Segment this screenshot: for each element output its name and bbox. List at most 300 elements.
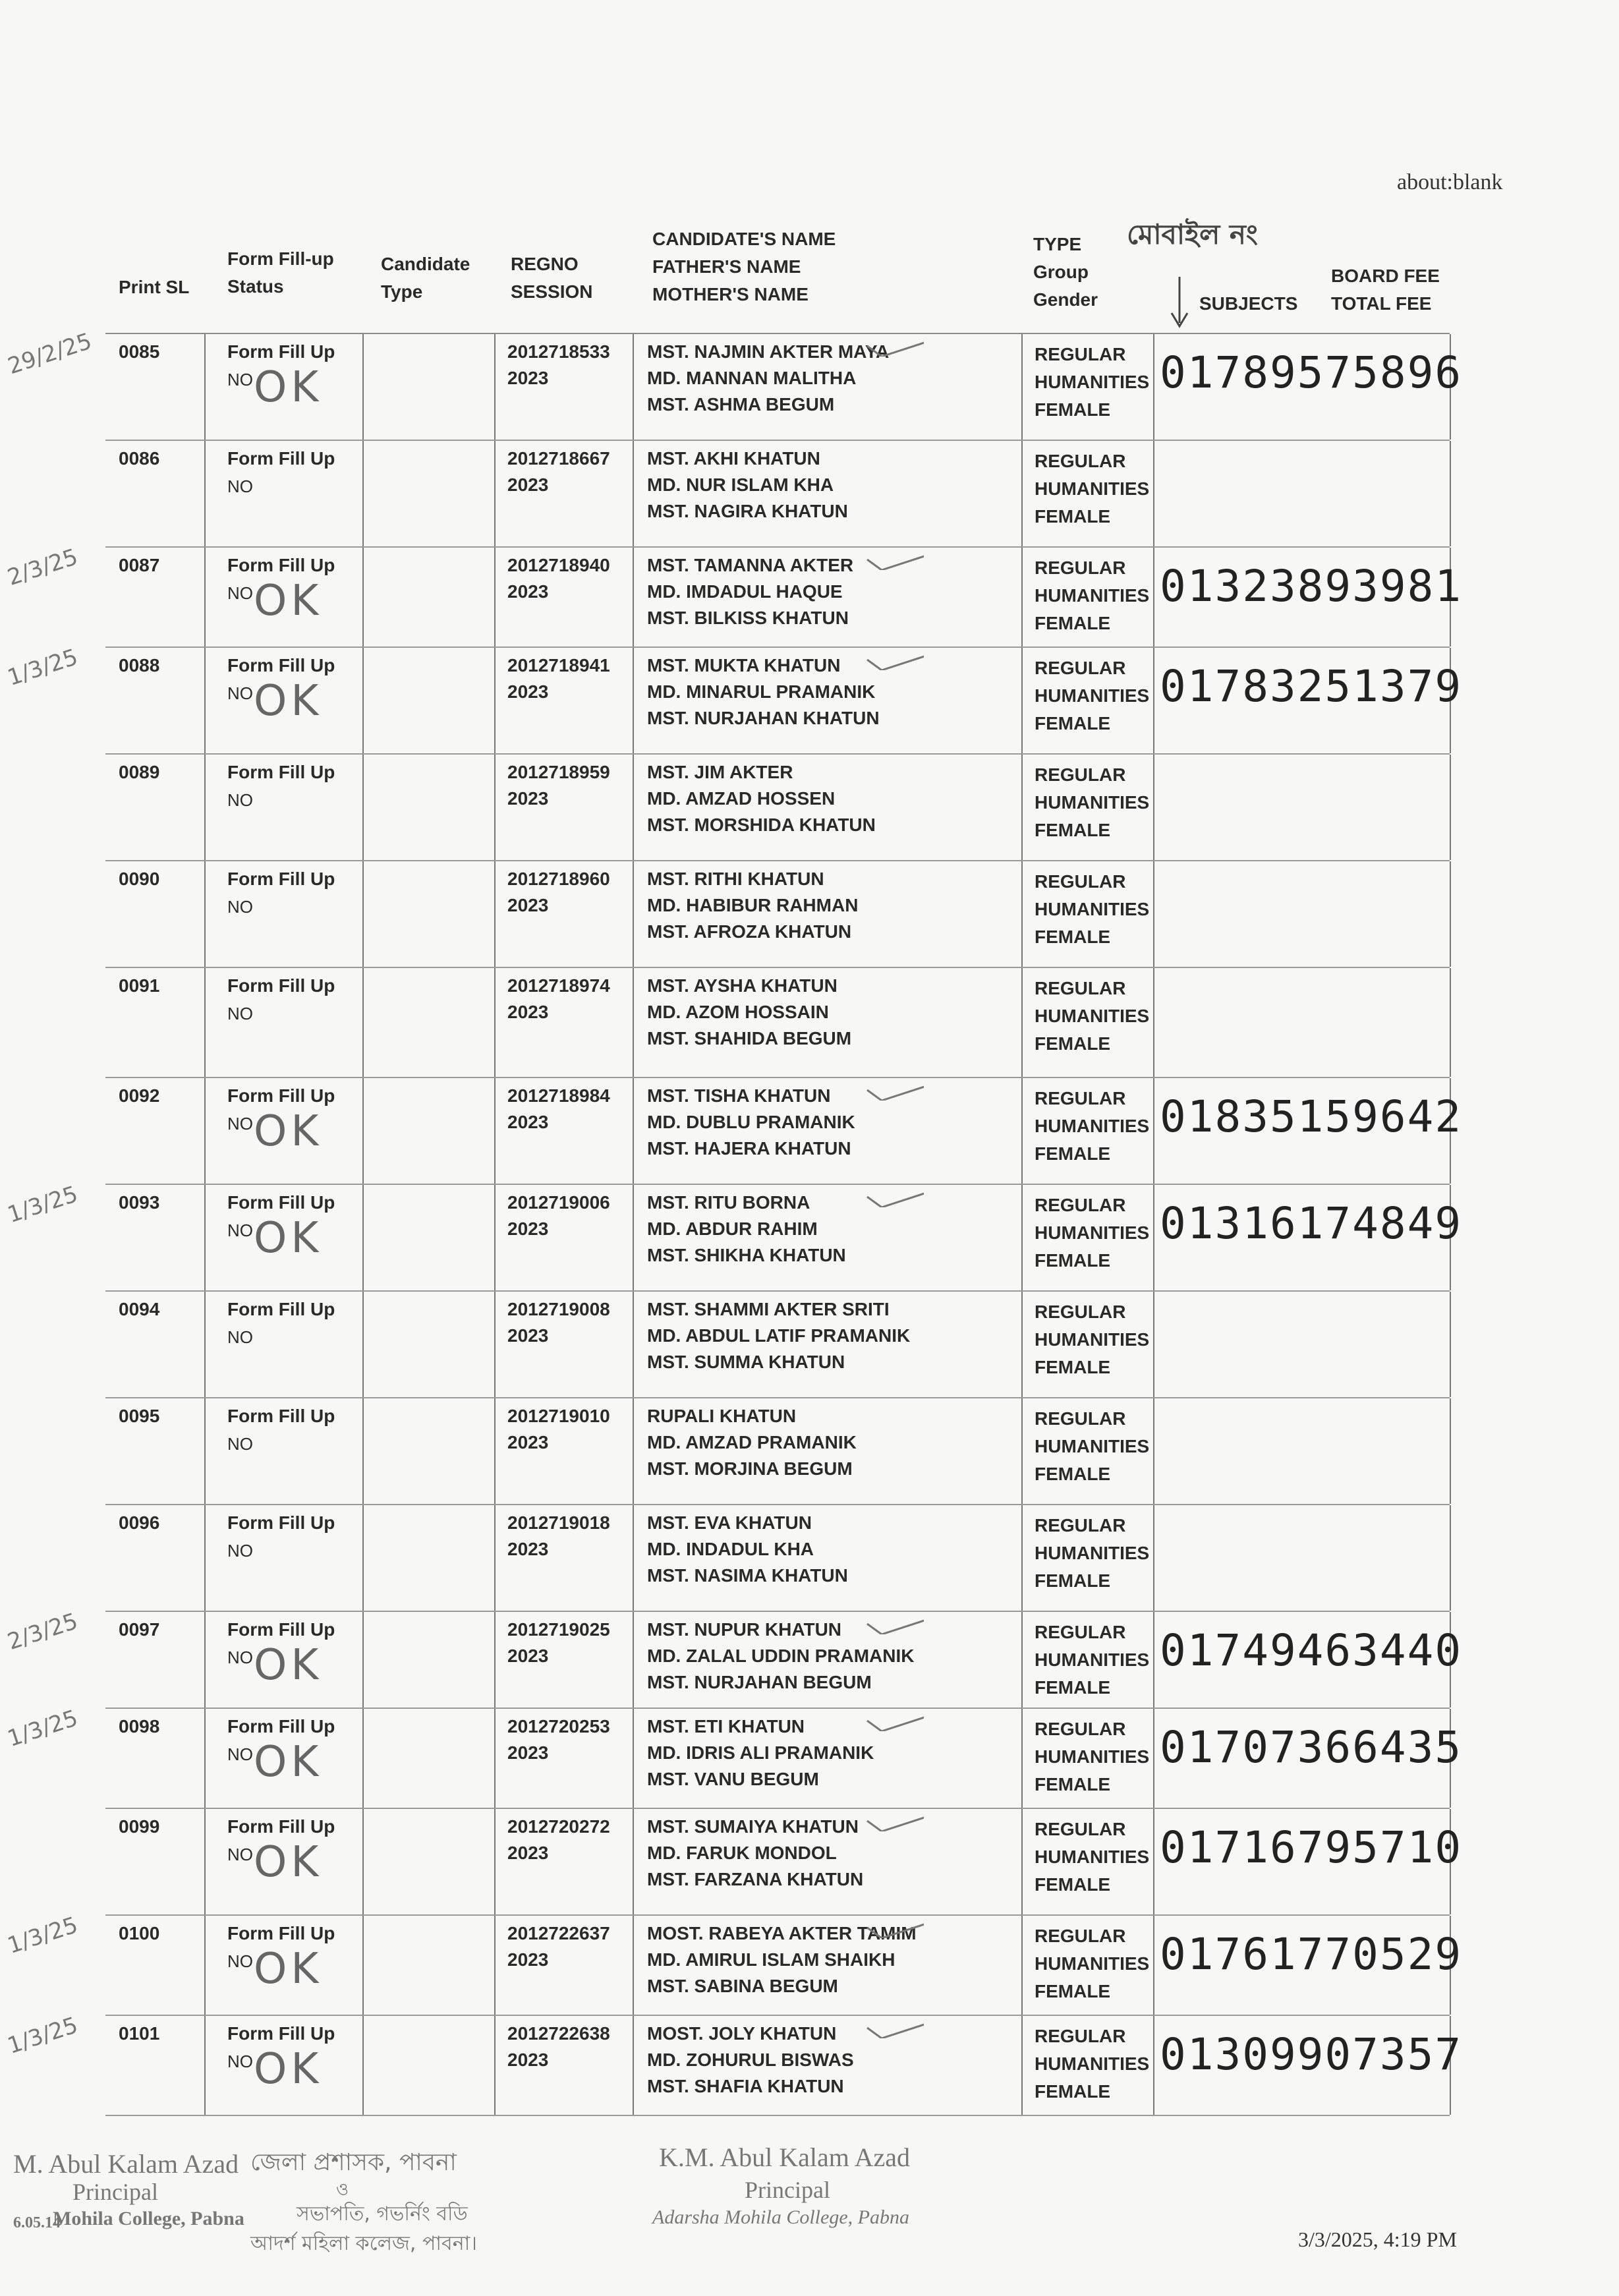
gender: FEMALE: [1035, 1357, 1111, 1377]
regno: 2012720253: [507, 1716, 610, 1736]
mother-name: MST. VANU BEGUM: [647, 1769, 819, 1789]
status-value: NO: [227, 1327, 253, 1347]
form-fillup-status: Form Fill Up: [227, 1716, 335, 1736]
stamp1-bn1: জেলা প্রশাসক, পাবনা: [250, 2149, 457, 2176]
status-value: NO: [227, 476, 253, 496]
column-divider: [633, 968, 634, 1077]
session: 2023: [507, 1112, 549, 1132]
status-value: NO: [227, 1004, 253, 1023]
table-row: [4, 1181, 1463, 1292]
session: 2023: [507, 474, 549, 495]
column-divider: [633, 648, 634, 753]
column-divider: [1450, 1292, 1451, 1397]
column-divider: [362, 548, 364, 646]
session: 2023: [507, 581, 549, 602]
column-divider: [633, 1292, 634, 1397]
form-fillup-status: Form Fill Up: [227, 1406, 335, 1426]
candidate-name: MST. SUMAIYA KHATUN: [647, 1816, 859, 1837]
column-divider: [633, 2016, 634, 2115]
candidate-type: REGULAR: [1035, 451, 1126, 471]
group: HUMANITIES: [1035, 1329, 1150, 1350]
margin-date-note: 1/3/25: [4, 1912, 81, 1959]
table-row: [105, 1292, 1450, 1398]
status-value: NO: [227, 1220, 253, 1240]
gender: FEMALE: [1035, 713, 1111, 733]
gender: FEMALE: [1035, 1464, 1111, 1484]
candidate-type: REGULAR: [1035, 1719, 1126, 1739]
column-divider: [362, 861, 364, 967]
column-divider: [1021, 755, 1023, 860]
regno: 2012718941: [507, 655, 610, 675]
candidate-type: REGULAR: [1035, 1926, 1126, 1946]
column-divider: [1021, 548, 1023, 646]
gender: FEMALE: [1035, 1570, 1111, 1591]
candidate-name: MST. AYSHA KHATUN: [647, 975, 838, 996]
stamp2-name: K.M. Abul Kalam Azad: [659, 2142, 911, 2172]
status-value: NO: [227, 1648, 253, 1667]
gender: FEMALE: [1035, 1143, 1111, 1164]
table-row: [4, 1705, 1463, 1809]
mother-name: MST. SHAFIA KHATUN: [647, 2076, 844, 2096]
father-name: MD. ZALAL UDDIN PRAMANIK: [647, 1646, 915, 1666]
column-divider: [1153, 1078, 1154, 1184]
print-sl: 0101: [119, 2023, 160, 2044]
group: HUMANITIES: [1035, 372, 1150, 392]
regno: 2012722637: [507, 1923, 610, 1943]
regno: 2012719008: [507, 1299, 610, 1319]
gender: FEMALE: [1035, 613, 1111, 633]
check-mark-icon: [865, 1711, 924, 1731]
regno: 2012718533: [507, 341, 610, 362]
column-divider: [494, 1916, 496, 2015]
handwritten-mobile-number: 01789575896: [1160, 347, 1463, 398]
table-row: [105, 968, 1450, 1078]
column-divider: [362, 1505, 364, 1611]
check-mark-icon: [865, 1812, 924, 1831]
header-regno: REGNO SESSION: [511, 254, 593, 302]
column-divider: [1021, 1916, 1023, 2015]
father-name: MD. AMZAD HOSSEN: [647, 788, 836, 809]
column-divider: [1153, 548, 1154, 646]
session: 2023: [507, 2050, 549, 2070]
table-row: [105, 1078, 1463, 1185]
candidate-name: MOST. RABEYA AKTER TAMIM: [647, 1923, 917, 1943]
gender: FEMALE: [1035, 399, 1111, 420]
father-name: MD. ABDUL LATIF PRAMANIK: [647, 1325, 911, 1346]
mother-name: MST. ASHMA BEGUM: [647, 394, 835, 415]
stamp1-title: Principal: [72, 2179, 158, 2205]
candidate-name: MST. SHAMMI AKTER SRITI: [647, 1299, 890, 1319]
column-divider: [1021, 968, 1023, 1077]
column-divider: [633, 334, 634, 440]
candidate-type: REGULAR: [1035, 1622, 1126, 1642]
candidate-name: MST. ETI KHATUN: [647, 1716, 805, 1736]
print-sl: 0092: [119, 1085, 160, 1106]
candidate-name: MST. NAJMIN AKTER MAYA: [647, 341, 890, 362]
check-mark-icon: [865, 550, 924, 570]
stamp1-bn2: ও: [336, 2180, 349, 2200]
column-divider: [1153, 1398, 1154, 1504]
status-value: NO: [227, 790, 253, 810]
candidate-name: MST. RITHI KHATUN: [647, 869, 824, 889]
candidate-name: MOST. JOLY KHATUN: [647, 2023, 837, 2044]
column-divider: [1021, 441, 1023, 546]
column-divider: [1450, 1505, 1451, 1611]
handwritten-ok-mark: OK: [254, 577, 323, 625]
column-divider: [204, 1612, 206, 1708]
candidate-type: REGULAR: [1035, 1302, 1126, 1322]
column-divider: [204, 441, 206, 546]
stamp1-name: M. Abul Kalam Azad: [13, 2149, 239, 2179]
candidate-type: REGULAR: [1035, 764, 1126, 785]
form-fillup-status: Form Fill Up: [227, 555, 335, 575]
column-divider: [633, 1505, 634, 1611]
table-row: [4, 1912, 1463, 2016]
handwritten-mobile-number: 01707366435: [1160, 1722, 1463, 1773]
column-divider: [494, 441, 496, 546]
column-divider: [633, 1185, 634, 1290]
column-divider: [204, 648, 206, 753]
column-divider: [633, 1809, 634, 1914]
candidate-name: MST. TISHA KHATUN: [647, 1085, 831, 1106]
mother-name: MST. FARZANA KHATUN: [647, 1869, 864, 1889]
group: HUMANITIES: [1035, 1116, 1150, 1136]
column-divider: [1153, 755, 1154, 860]
print-sl: 0095: [119, 1406, 160, 1426]
candidate-type: REGULAR: [1035, 871, 1126, 892]
column-divider: [362, 1916, 364, 2015]
column-divider: [633, 1078, 634, 1184]
father-name: MD. IDRIS ALI PRAMANIK: [647, 1742, 874, 1763]
regno: 2012719006: [507, 1192, 610, 1213]
print-sl: 0100: [119, 1923, 160, 1943]
column-divider: [362, 1292, 364, 1397]
table-row: [105, 1505, 1450, 1612]
session: 2023: [507, 895, 549, 915]
group: HUMANITIES: [1035, 1953, 1150, 1974]
print-timestamp: 3/3/2025, 4:19 PM: [1298, 2227, 1457, 2251]
mobile-number-note: মোবাইল নং: [1127, 218, 1259, 250]
status-value: NO: [227, 2052, 253, 2071]
table-row: [4, 1608, 1463, 1709]
handwritten-ok-mark: OK: [254, 2045, 323, 2094]
group: HUMANITIES: [1035, 685, 1150, 706]
candidate-type: REGULAR: [1035, 658, 1126, 678]
status-value: NO: [227, 1114, 253, 1134]
margin-date-note: 1/3/25: [4, 644, 81, 691]
handwritten-ok-mark: OK: [254, 1641, 323, 1690]
column-divider: [362, 334, 364, 440]
column-divider: [633, 1398, 634, 1504]
group: HUMANITIES: [1035, 1436, 1150, 1456]
form-fillup-status: Form Fill Up: [227, 869, 335, 889]
mother-name: MST. SHIKHA KHATUN: [647, 1245, 846, 1265]
mother-name: MST. MORSHIDA KHATUN: [647, 815, 876, 835]
form-fillup-status: Form Fill Up: [227, 1619, 335, 1640]
column-divider: [494, 755, 496, 860]
column-divider: [204, 1292, 206, 1397]
column-divider: [362, 1078, 364, 1184]
column-divider: [362, 2016, 364, 2115]
column-divider: [633, 755, 634, 860]
handwritten-mobile-number: 01716795710: [1160, 1822, 1463, 1873]
column-divider: [362, 1709, 364, 1808]
handwritten-ok-mark: OK: [254, 1107, 323, 1156]
column-divider: [494, 1809, 496, 1914]
print-sl: 0085: [119, 341, 160, 362]
table-row: [4, 544, 1463, 648]
session: 2023: [507, 1949, 549, 1970]
column-divider: [633, 861, 634, 967]
candidate-type: REGULAR: [1035, 1195, 1126, 1215]
form-fillup-status: Form Fill Up: [227, 762, 335, 782]
print-sl: 0091: [119, 975, 160, 996]
column-divider: [494, 1505, 496, 1611]
stamp1-college: Mohila College, Pabna: [53, 2208, 244, 2229]
column-divider: [1153, 441, 1154, 546]
gender: FEMALE: [1035, 1981, 1111, 2001]
column-divider: [362, 648, 364, 753]
check-mark-icon: [865, 1615, 924, 1634]
column-divider: [494, 548, 496, 646]
gender: FEMALE: [1035, 1033, 1111, 1054]
candidate-type: REGULAR: [1035, 1408, 1126, 1429]
handwritten-mobile-number: 01761770529: [1160, 1929, 1463, 1980]
handwritten-mobile-number: 01749463440: [1160, 1625, 1463, 1676]
print-sl: 0094: [119, 1299, 160, 1319]
table-header: [105, 217, 1450, 334]
status-value: NO: [227, 683, 253, 703]
table-row: [105, 1809, 1463, 1916]
stamp2-title: Principal: [745, 2177, 830, 2203]
candidate-name: MST. RITU BORNA: [647, 1192, 810, 1213]
father-name: MD. NUR ISLAM KHA: [647, 474, 834, 495]
status-value: NO: [227, 1951, 253, 1971]
session: 2023: [507, 681, 549, 702]
stamp1-bn4: আদর্শ মহিলা কলেজ, পাবনা।: [250, 2232, 478, 2255]
session: 2023: [507, 1432, 549, 1452]
header-type: TYPE Group Gender: [1033, 234, 1098, 310]
column-divider: [1153, 861, 1154, 967]
father-name: MD. ABDUR RAHIM: [647, 1219, 818, 1239]
form-fillup-status: Form Fill Up: [227, 1512, 335, 1533]
table-row: [105, 755, 1450, 861]
column-divider: [204, 1709, 206, 1808]
regno: 2012718959: [507, 762, 610, 782]
check-mark-icon: [865, 2019, 924, 2038]
handwritten-mobile-number: 01316174849: [1160, 1198, 1463, 1249]
column-divider: [1021, 1809, 1023, 1914]
mother-name: MST. NASIMA KHATUN: [647, 1565, 848, 1586]
table-row: [105, 861, 1450, 968]
margin-date-note: 2/3/25: [4, 1608, 81, 1655]
status-value: NO: [227, 1845, 253, 1864]
column-divider: [204, 1398, 206, 1504]
column-divider: [633, 441, 634, 546]
column-divider: [494, 648, 496, 753]
handwritten-mobile-number: 01323893981: [1160, 561, 1463, 612]
table-body: [4, 328, 1463, 2116]
column-divider: [1450, 968, 1451, 1077]
margin-date-note: 2/3/25: [4, 544, 81, 591]
column-divider: [633, 1709, 634, 1808]
mother-name: MST. NURJAHAN BEGUM: [647, 1672, 872, 1692]
column-divider: [1021, 1398, 1023, 1504]
gender: FEMALE: [1035, 1774, 1111, 1794]
group: HUMANITIES: [1035, 1847, 1150, 1867]
session: 2023: [507, 1219, 549, 1239]
candidate-name: MST. TAMANNA AKTER: [647, 555, 854, 575]
column-divider: [204, 1185, 206, 1290]
mother-name: MST. BILKISS KHATUN: [647, 608, 849, 628]
candidate-name: MST. JIM AKTER: [647, 762, 793, 782]
column-divider: [1153, 1292, 1154, 1397]
url-label: about:blank: [1397, 170, 1503, 194]
down-arrow-icon: [1166, 277, 1193, 330]
handwritten-ok-mark: OK: [254, 1945, 323, 1994]
print-sl: 0087: [119, 555, 160, 575]
form-fillup-status: Form Fill Up: [227, 1816, 335, 1837]
form-fillup-status: Form Fill Up: [227, 341, 335, 362]
print-sl: 0088: [119, 655, 160, 675]
column-divider: [1021, 1292, 1023, 1397]
header-names: CANDIDATE'S NAME FATHER'S NAME MOTHER'S NAME: [652, 229, 836, 304]
print-sl: 0096: [119, 1512, 160, 1533]
session: 2023: [507, 368, 549, 388]
column-divider: [204, 1809, 206, 1914]
handwritten-ok-mark: OK: [254, 363, 323, 412]
column-divider: [494, 861, 496, 967]
gender: FEMALE: [1035, 820, 1111, 840]
candidate-name: RUPALI KHATUN: [647, 1406, 797, 1426]
status-value: NO: [227, 1541, 253, 1561]
mother-name: MST. AFROZA KHATUN: [647, 921, 852, 942]
session: 2023: [507, 1646, 549, 1666]
session: 2023: [507, 1325, 549, 1346]
column-divider: [494, 334, 496, 440]
candidate-type: REGULAR: [1035, 978, 1126, 998]
print-sl: 0093: [119, 1192, 160, 1213]
group: HUMANITIES: [1035, 478, 1150, 499]
form-fillup-status: Form Fill Up: [227, 1299, 335, 1319]
regno: 2012719018: [507, 1512, 610, 1533]
group: HUMANITIES: [1035, 585, 1150, 606]
print-sl: 0086: [119, 448, 160, 469]
father-name: MD. HABIBUR RAHMAN: [647, 895, 859, 915]
print-sl: 0089: [119, 762, 160, 782]
column-divider: [362, 755, 364, 860]
session: 2023: [507, 1843, 549, 1863]
group: HUMANITIES: [1035, 1006, 1150, 1026]
column-divider: [1153, 2016, 1154, 2115]
column-divider: [1450, 441, 1451, 546]
father-name: MD. AMZAD PRAMANIK: [647, 1432, 857, 1452]
column-divider: [362, 441, 364, 546]
column-divider: [1153, 1505, 1154, 1611]
column-divider: [1021, 1078, 1023, 1184]
column-divider: [633, 1612, 634, 1708]
table-row: [4, 644, 1463, 755]
table-row: [105, 441, 1450, 548]
father-name: MD. DUBLU PRAMANIK: [647, 1112, 855, 1132]
session: 2023: [507, 1002, 549, 1022]
regno: 2012719010: [507, 1406, 610, 1426]
candidate-name: MST. MUKTA KHATUN: [647, 655, 841, 675]
table-row: [105, 1398, 1450, 1505]
father-name: MD. MANNAN MALITHA: [647, 368, 857, 388]
column-divider: [1450, 755, 1451, 860]
table-row: [4, 2012, 1463, 2116]
column-divider: [1021, 1612, 1023, 1708]
candidate-name: MST. AKHI KHATUN: [647, 448, 820, 469]
column-divider: [1153, 648, 1154, 753]
candidate-name: MST. EVA KHATUN: [647, 1512, 812, 1533]
column-divider: [494, 2016, 496, 2115]
column-divider: [204, 548, 206, 646]
print-sl: 0098: [119, 1716, 160, 1736]
column-divider: [1021, 334, 1023, 440]
candidate-type: REGULAR: [1035, 1819, 1126, 1839]
mother-name: MST. SUMMA KHATUN: [647, 1352, 845, 1372]
gender: FEMALE: [1035, 2081, 1111, 2102]
father-name: MD. MINARUL PRAMANIK: [647, 681, 876, 702]
column-divider: [204, 2016, 206, 2115]
group: HUMANITIES: [1035, 792, 1150, 813]
candidate-type: REGULAR: [1035, 558, 1126, 578]
gender: FEMALE: [1035, 1874, 1111, 1895]
header-fee: BOARD FEE TOTAL FEE: [1331, 266, 1440, 314]
father-name: MD. FARUK MONDOL: [647, 1843, 837, 1863]
mother-name: MST. HAJERA KHATUN: [647, 1138, 851, 1159]
mother-name: MST. MORJINA BEGUM: [647, 1458, 853, 1479]
column-divider: [204, 1916, 206, 2015]
column-divider: [1021, 861, 1023, 967]
stamp1-bn3: সভাপতি, গভর্নিং বডি: [297, 2202, 468, 2225]
column-divider: [1153, 1916, 1154, 2015]
column-divider: [1021, 2016, 1023, 2115]
footer: [0, 2135, 1619, 2293]
column-divider: [1153, 1809, 1154, 1914]
column-divider: [1153, 334, 1154, 440]
regno: 2012718940: [507, 555, 610, 575]
handwritten-ok-mark: OK: [254, 1214, 323, 1263]
column-divider: [494, 1612, 496, 1708]
mother-name: MST. SHAHIDA BEGUM: [647, 1028, 852, 1048]
session: 2023: [507, 1742, 549, 1763]
status-value: NO: [227, 1434, 253, 1454]
status-value: NO: [227, 583, 253, 603]
header-subjects: SUBJECTS: [1199, 293, 1298, 314]
group: HUMANITIES: [1035, 1746, 1150, 1767]
father-name: MD. ZOHURUL BISWAS: [647, 2050, 854, 2070]
column-divider: [362, 1612, 364, 1708]
gender: FEMALE: [1035, 927, 1111, 947]
column-divider: [1153, 1185, 1154, 1290]
column-divider: [362, 1185, 364, 1290]
group: HUMANITIES: [1035, 1650, 1150, 1670]
candidate-type: REGULAR: [1035, 1088, 1126, 1108]
gender: FEMALE: [1035, 1250, 1111, 1271]
father-name: MD. IMDADUL HAQUE: [647, 581, 843, 602]
candidate-type: REGULAR: [1035, 1515, 1126, 1535]
form-fillup-status: Form Fill Up: [227, 655, 335, 675]
check-mark-icon: [865, 337, 924, 357]
handwritten-ok-mark: OK: [254, 1838, 323, 1887]
mother-name: MST. NURJAHAN KHATUN: [647, 708, 880, 728]
column-divider: [494, 1709, 496, 1808]
margin-date-note: 1/3/25: [4, 2012, 81, 2059]
column-divider: [1450, 861, 1451, 967]
